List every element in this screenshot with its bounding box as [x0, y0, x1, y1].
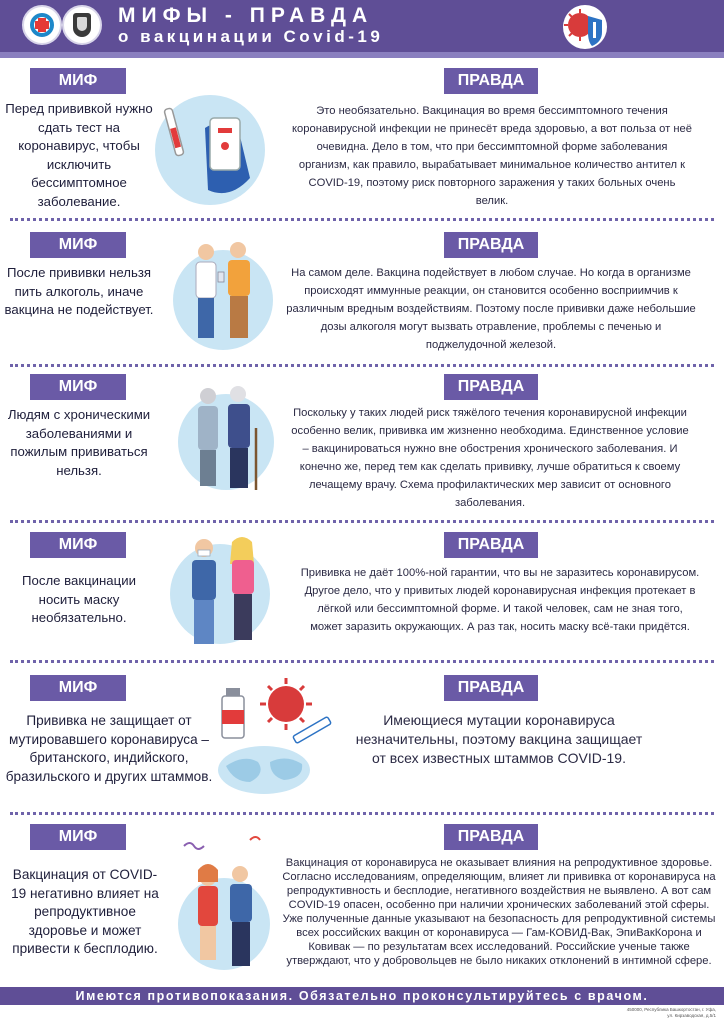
people-drinking-icon — [168, 234, 278, 360]
medical-logo-icon — [22, 5, 62, 45]
police-shield-icon — [62, 5, 102, 45]
header — [0, 0, 724, 60]
myth-label: МИФ — [30, 68, 126, 94]
myth-label: МИФ — [30, 675, 126, 701]
divider — [10, 660, 714, 663]
myth-label: МИФ — [30, 374, 126, 400]
test-tube-hand-icon — [150, 88, 268, 208]
truth-text: На самом деле. Вакцина подействует в любом случае. Но когда в организме происходят иммунные реакции, он становится особенно восприимчив к различным вредным воздействиям. Поэтому после прививки даже небольшие дозы алкоголя могут вызвать отравление, проблемы с печенью и поджелудочной железой. — [286, 267, 696, 351]
truth-text: Имеющиеся мутации коронавируса незначительны, поэтому вакцина защищает от всех известных штаммов COVID-19. — [355, 712, 643, 766]
truth-label: ПРАВДА — [444, 68, 538, 94]
header-stripe — [0, 52, 724, 58]
elderly-couple-icon — [174, 378, 278, 506]
virus-shield-icon — [560, 2, 610, 52]
myth-text: Прививка не защищает от мутировавшего коронавируса – британского, индийского, бразильского и других штаммов. — [5, 713, 213, 784]
footer-address: 450000, Республика Башкортостан, г. Уфа, ул. Кирзаводская, д.5/1 — [626, 1007, 716, 1018]
truth-label: ПРАВДА — [444, 532, 538, 558]
truth-label: ПРАВДА — [444, 824, 538, 850]
truth-text: Прививка не даёт 100%-ной гарантии, что вы не заразитесь коронавирусом. Другое дело, что у привитых людей коронавирусная инфекция протекает в лёгкой или бессимптомной форме. И такой человек, сам не зная того, может заразить окружающих. А раз так, носить маску всё-таки придётся. — [300, 567, 700, 633]
truth-label: ПРАВДА — [444, 675, 538, 701]
myth-label: МИФ — [30, 532, 126, 558]
myth-text: После прививки нельзя пить алкоголь, иначе вакцина не подействует. — [4, 265, 154, 317]
truth-label: ПРАВДА — [444, 232, 538, 258]
divider — [10, 218, 714, 221]
myth-label: МИФ — [30, 824, 126, 850]
truth-text: Это необязательно. Вакцинация во время бессимптомного течения коронавирусной инфекции не принесёт вреда здоровью, а вот польза от неё очевидна. Дело в том, что при бессимптомной форме заболевания организм, как правило, вырабатывает минимальное количество антител к COVID-19, поэтому риск повторного заражения у таких больных очень велик. — [292, 105, 692, 207]
truth-text: Вакцинация от коронавируса не оказывает влияния на репродуктивное здоровье. Согласно исследованиям, определяющим, влияет ли прививка от коронавируса на репродуктивность и бесплодие, негативного воздействия не выявлено. А вот сам COVID-19 опасен, особенно при наличии хронических заболеваний этой сферы. Уже полученные данные указывают на безопасность для репродуктивной системы всех российских вакцин от коронавируса — Гам-КОВИД-Вак, ЭпиВакКорона и Ковивак — по результатам всех исследований. Российские ученые также утверждают, что у добровольцев не было никаких отклонений в интимной сфере. — [282, 857, 716, 967]
truth-text: Поскольку у таких людей риск тяжёлого течения коронавирусной инфекции особенно велик, прививка им жизненно необходима. Единственное условие – вакцинироваться нужно вне обострения хронического заболевания. И конечно же, перед тем как сделать прививку, лучше обратиться к своему лечащему врачу. Схема профилактических мер зависит от основного заболевания. — [291, 407, 689, 509]
myth-text: Вакцинация от COVID-19 негативно влияет на репродуктивное здоровье и может привести к бесплодию. — [11, 867, 159, 956]
myth-text: Перед прививкой нужно сдать тест на коронавирус, чтобы исключить бессимптомное заболевание. — [5, 101, 153, 209]
truth-label: ПРАВДА — [444, 374, 538, 400]
footer-warning: Имеются противопоказания. Обязательно проконсультируйтесь с врачом. — [0, 987, 724, 1005]
page-title: МИФЫ - ПРАВДА — [118, 4, 374, 27]
page-subtitle: о вакцинации Covid-19 — [118, 27, 384, 46]
divider — [10, 812, 714, 815]
happy-couple-icon — [170, 826, 278, 976]
masked-couple-icon — [162, 530, 278, 658]
virus-world-syringe-icon — [214, 670, 338, 800]
myth-text: Людям с хроническими заболеваниями и пожилым прививаться нельзя. — [7, 407, 151, 478]
myth-label: МИФ — [30, 232, 126, 258]
divider — [10, 364, 714, 367]
myth-text: После вакцинации носить маску необязательно. — [22, 573, 136, 625]
divider — [10, 520, 714, 523]
